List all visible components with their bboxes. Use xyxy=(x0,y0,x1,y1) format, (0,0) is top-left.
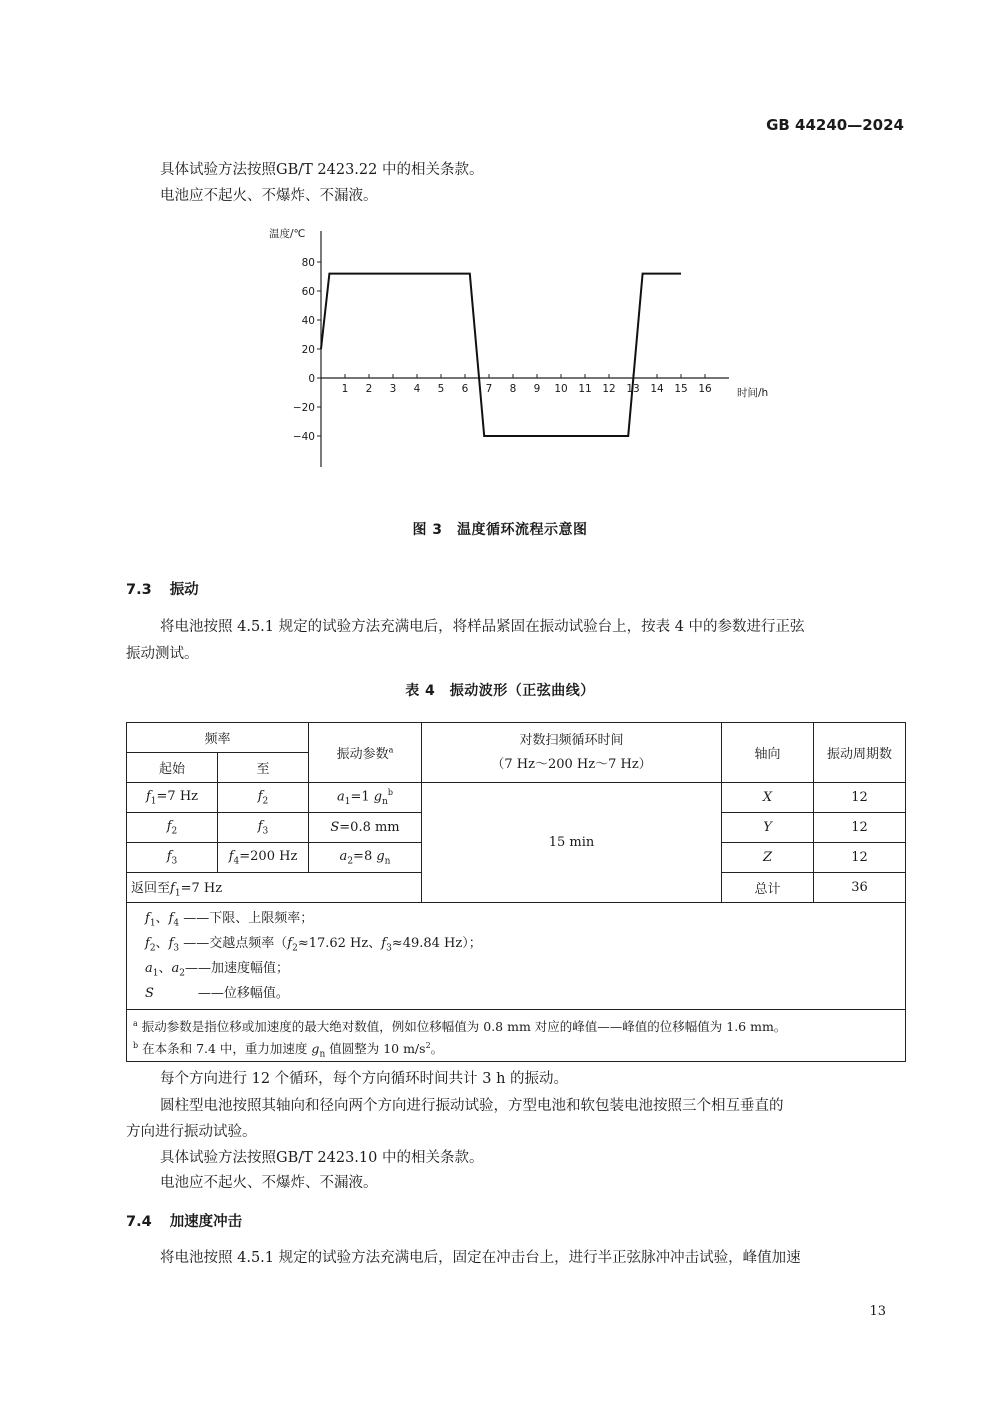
cell-start: $f_1=7$ Hz xyxy=(127,783,218,813)
x-axis-label: 时间/h xyxy=(737,387,769,399)
section-7-3-intro-line1: 将电池按照 4.5.1 规定的试验方法充满电后，将样品紧固在振动试验台上，按表 4 中的参数进行正弦 xyxy=(160,619,805,635)
x-tick-label: 14 xyxy=(650,383,664,395)
figure-caption: 图 3 温度循环流程示意图 xyxy=(412,522,588,538)
table-caption: 表 4 振动波形（正弦曲线） xyxy=(405,683,595,699)
footnote-b: $^b$ 在本条和 7.4 中，重力加速度 $g_n$ 值圆整为 10 $m/s^2$。 xyxy=(133,1041,444,1060)
section-title: 加速度冲击 xyxy=(169,1214,243,1230)
paragraph-test-method: 具体试验方法按照GB/T 2423.22 中的相关条款。 xyxy=(160,162,484,178)
cell-cycles: 12 xyxy=(814,783,906,813)
x-tick-label: 3 xyxy=(389,383,397,395)
header-sweep-time: 对数扫频循环时间 （7 Hz～200 Hz～7 Hz） xyxy=(422,723,722,783)
paragraph-requirement-2: 电池应不起火、不爆炸、不漏液。 xyxy=(160,1175,378,1191)
footnote-a: $^a$ 振动参数是指位移或加速度的最大绝对数值，例如位移幅值为 0.8 mm 对应的峰值——峰值的位移幅值为 1.6 mm。 xyxy=(133,1019,787,1035)
series-line xyxy=(321,274,681,436)
x-tick-label: 12 xyxy=(602,383,616,395)
section-7-4-intro-line1: 将电池按照 4.5.1 规定的试验方法充满电后，固定在冲击台上，进行半正弦脉冲冲击试验，峰值加速 xyxy=(160,1250,801,1266)
section-7-4-heading xyxy=(126,1210,242,1231)
paragraph-directions-line2: 方向进行振动试验。 xyxy=(126,1124,257,1140)
cell-axis: X xyxy=(722,783,814,813)
x-tick-label: 9 xyxy=(533,383,541,395)
paragraph-test-method-2: 具体试验方法按照GB/T 2423.10 中的相关条款。 xyxy=(160,1150,484,1166)
cell-axis: Y xyxy=(722,813,814,843)
cell-sweep-time: 15 min xyxy=(422,783,722,903)
y-tick-label: 40 xyxy=(301,315,315,327)
cell-to: $f_3$ xyxy=(218,813,309,843)
y-tick-label: −40 xyxy=(292,431,315,443)
y-tick-label: 0 xyxy=(308,373,315,385)
paragraph-directions-line1: 圆柱型电池按照其轴向和径向两个方向进行振动试验，方型电池和软包装电池按照三个相互垂直的 xyxy=(160,1098,784,1114)
table-row xyxy=(127,783,906,813)
note-a1-a2: $a_1$、$a_2——$加速度幅值； xyxy=(145,961,290,979)
header-start: 起始 xyxy=(127,753,218,783)
x-tick-label: 6 xyxy=(461,383,469,395)
paragraph-cycles: 每个方向进行 12 个循环，每个方向循环时间共计 3 h 的振动。 xyxy=(160,1071,569,1087)
page-number: 13 xyxy=(869,1304,886,1319)
x-tick-label: 1 xyxy=(341,383,349,395)
y-tick-label: 60 xyxy=(301,286,315,298)
header-to: 至 xyxy=(218,753,309,783)
cell-cycles: 12 xyxy=(814,843,906,873)
y-tick-label: 20 xyxy=(301,344,315,356)
x-tick-label: 7 xyxy=(485,383,493,395)
note-f1-f4: $f_1$、$f_4$ ——下限、上限频率； xyxy=(145,911,314,929)
x-tick-label: 4 xyxy=(413,383,421,395)
x-tick-label: 10 xyxy=(554,383,568,395)
symbol-notes xyxy=(127,903,906,1010)
cell-to: $f_4=200$ Hz xyxy=(218,843,309,873)
cell-start: $f_3$ xyxy=(127,843,218,873)
x-tick-label: 11 xyxy=(578,383,592,395)
standard-number: GB 44240—2024 xyxy=(766,116,904,134)
y-tick-label: 80 xyxy=(301,257,315,269)
header-cycles: 振动周期数 xyxy=(814,723,906,783)
x-tick-label: 8 xyxy=(509,383,517,395)
cell-param: $a_2=8$ $g_n$ xyxy=(309,843,422,873)
cell-total-value: 36 xyxy=(814,873,906,903)
section-7-3-intro-line2: 振动测试。 xyxy=(126,646,199,662)
section-number: 7.4 xyxy=(126,1214,152,1230)
section-number: 7.3 xyxy=(126,582,152,598)
cell-return: 返回至$f_1=7$ Hz xyxy=(127,873,422,903)
y-tick-label: −20 xyxy=(292,402,315,414)
vibration-table xyxy=(126,722,906,1062)
temperature-cycle-chart xyxy=(250,218,780,480)
header-axis: 轴向 xyxy=(722,723,814,783)
section-7-3-heading xyxy=(126,578,199,599)
x-tick-label: 16 xyxy=(698,383,712,395)
table-notes-row xyxy=(127,903,906,1010)
header-frequency: 频率 xyxy=(127,723,309,753)
cell-param: $a_1=1$ $g_n^b$ xyxy=(309,783,422,813)
x-tick-label: 15 xyxy=(674,383,688,395)
note-f2-f3: $f_2$、$f_3$ ——交越点频率（$f_2\approx 17.62$ Hz、$f_3\approx 49.84$ Hz）； xyxy=(145,936,482,954)
x-tick-label: 13 xyxy=(626,383,640,395)
header-params: 振动参数$^a$ xyxy=(309,723,422,783)
section-title: 振动 xyxy=(169,582,199,598)
cell-param: S=0.8 mm xyxy=(309,813,422,843)
x-tick-label: 2 xyxy=(365,383,373,395)
table-footnotes-row xyxy=(127,1010,906,1062)
cell-start: $f_2$ xyxy=(127,813,218,843)
cell-total-label: 总计 xyxy=(722,873,814,903)
cell-axis: Z xyxy=(722,843,814,873)
y-axis-label: 温度/℃ xyxy=(269,228,306,240)
table-footnotes xyxy=(127,1010,906,1062)
x-tick-label: 5 xyxy=(437,383,445,395)
table-header-row xyxy=(127,723,906,753)
note-s: S ——位移幅值。 xyxy=(145,986,289,1001)
cell-to: $f_2$ xyxy=(218,783,309,813)
cell-cycles: 12 xyxy=(814,813,906,843)
paragraph-requirement: 电池应不起火、不爆炸、不漏液。 xyxy=(160,188,378,204)
